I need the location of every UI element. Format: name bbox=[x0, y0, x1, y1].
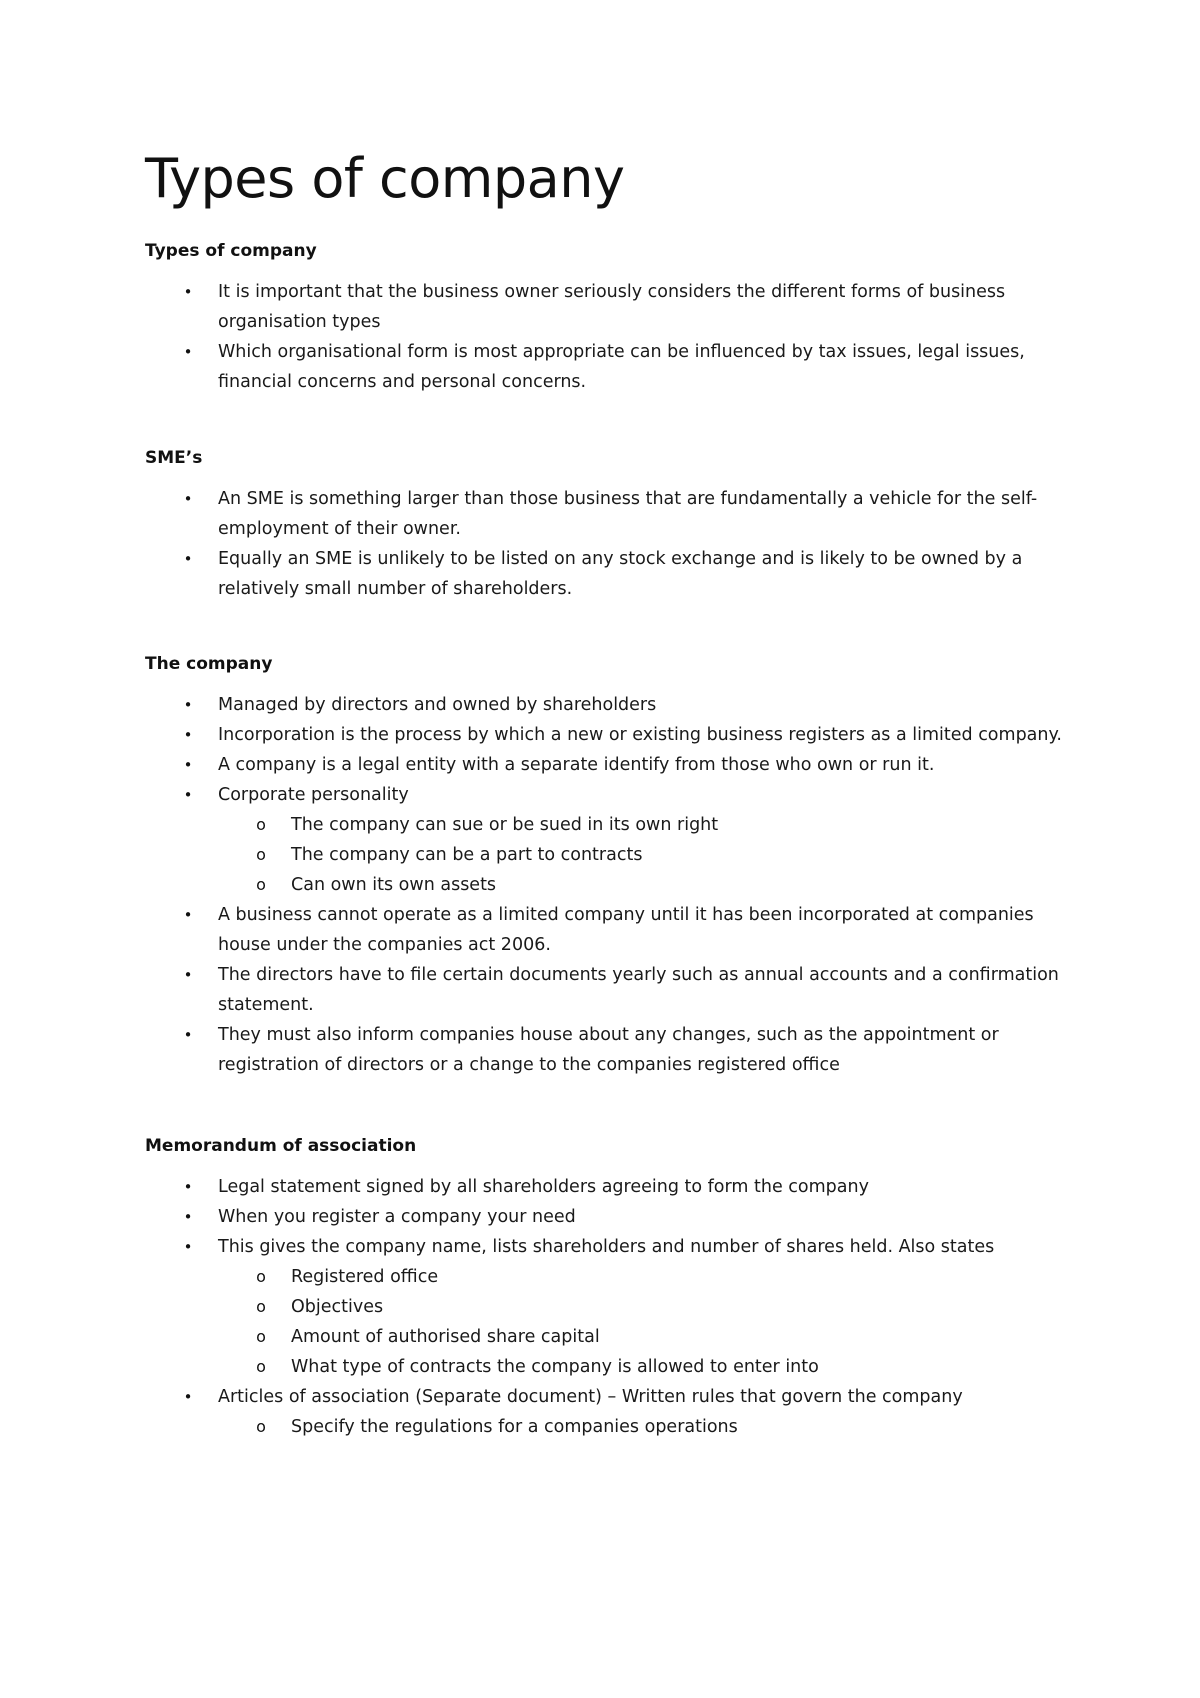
list-item bbox=[183, 337, 1078, 397]
sub-list-item bbox=[256, 1292, 1071, 1322]
sub-bullet-icon: o bbox=[256, 845, 266, 864]
sub-bullet-icon: o bbox=[256, 1327, 266, 1346]
list-item-text: Which organisational form is most appropriate can be influenced by tax issues, legal issues, financial concerns and personal concerns. bbox=[218, 342, 1025, 392]
list-item bbox=[183, 780, 1078, 810]
list-item bbox=[183, 484, 1078, 544]
list-item-text: Corporate personality bbox=[218, 785, 409, 805]
bullet-icon: • bbox=[183, 283, 193, 301]
list-item-text: The directors have to file certain documents yearly such as annual accounts and a confirmation statement. bbox=[218, 965, 1059, 1015]
sub-bullet-icon: o bbox=[256, 815, 266, 834]
list-item bbox=[183, 1020, 1078, 1080]
list-item-text: Managed by directors and owned by shareholders bbox=[218, 695, 657, 715]
bullet-icon: • bbox=[183, 1388, 193, 1406]
sub-list-item-text: The company can be a part to contracts bbox=[291, 845, 643, 865]
list-item-text: When you register a company your need bbox=[218, 1207, 576, 1227]
sub-list-item bbox=[256, 810, 1071, 840]
bullet-icon: • bbox=[183, 1178, 193, 1196]
sub-list-item-text: Specify the regulations for a companies operations bbox=[291, 1417, 738, 1437]
bullet-icon: • bbox=[183, 696, 193, 714]
list-item-text: Legal statement signed by all shareholders agreeing to form the company bbox=[218, 1177, 869, 1197]
section-heading-the-company: The company bbox=[145, 654, 273, 674]
sub-list-item bbox=[256, 1262, 1071, 1292]
bullet-icon: • bbox=[183, 550, 193, 568]
memorandum-list bbox=[0, 1172, 1078, 1442]
document-title: Types of company bbox=[145, 147, 625, 210]
sub-list-item-text: What type of contracts the company is allowed to enter into bbox=[291, 1357, 819, 1377]
list-item bbox=[183, 750, 1078, 780]
list-item-text: Equally an SME is unlikely to be listed on any stock exchange and is likely to be owned by a relatively small number of shareholders. bbox=[218, 549, 1023, 599]
sub-list-item bbox=[256, 1322, 1071, 1352]
sub-list-item bbox=[256, 840, 1071, 870]
bullet-icon: • bbox=[183, 786, 193, 804]
smes-list bbox=[0, 484, 1078, 604]
list-item bbox=[183, 544, 1078, 604]
bullet-icon: • bbox=[183, 756, 193, 774]
bullet-icon: • bbox=[183, 490, 193, 508]
list-item-text: They must also inform companies house about any changes, such as the appointment or registration of directors or a change to the companies registered office bbox=[218, 1025, 999, 1075]
sub-list-item bbox=[256, 1412, 1071, 1442]
sub-list-item-text: Can own its own assets bbox=[291, 875, 497, 895]
list-item-text: It is important that the business owner seriously considers the different forms of business organisation types bbox=[218, 282, 1006, 332]
list-item bbox=[183, 690, 1078, 720]
list-item-text: Incorporation is the process by which a new or existing business registers as a limited company. bbox=[218, 725, 1062, 745]
sub-bullet-icon: o bbox=[256, 1417, 266, 1436]
bullet-icon: • bbox=[183, 1026, 193, 1044]
sub-bullet-icon: o bbox=[256, 1297, 266, 1316]
sub-bullet-icon: o bbox=[256, 875, 266, 894]
sub-list-item-text: Registered office bbox=[291, 1267, 439, 1287]
section-heading-smes: SME’s bbox=[145, 448, 203, 468]
section-heading-types-of-company: Types of company bbox=[145, 241, 317, 261]
bullet-icon: • bbox=[183, 1238, 193, 1256]
sub-list-item-text: Amount of authorised share capital bbox=[291, 1327, 600, 1347]
list-item-text: A company is a legal entity with a separate identify from those who own or run it. bbox=[218, 755, 935, 775]
sub-bullet-icon: o bbox=[256, 1357, 266, 1376]
list-item bbox=[183, 1232, 1078, 1262]
bullet-icon: • bbox=[183, 1208, 193, 1226]
list-item-text: This gives the company name, lists shareholders and number of shares held. Also states bbox=[218, 1237, 995, 1257]
bullet-icon: • bbox=[183, 966, 193, 984]
section-heading-memorandum-of-association: Memorandum of association bbox=[145, 1136, 417, 1156]
sub-list-item-text: The company can sue or be sued in its own right bbox=[291, 815, 719, 835]
sub-list-item-text: Objectives bbox=[291, 1297, 384, 1317]
list-item bbox=[183, 900, 1078, 960]
sub-list-item bbox=[256, 1352, 1071, 1382]
list-item-text: Articles of association (Separate document) – Written rules that govern the company bbox=[218, 1387, 963, 1407]
bullet-icon: • bbox=[183, 726, 193, 744]
list-item bbox=[183, 720, 1078, 750]
sub-bullet-icon: o bbox=[256, 1267, 266, 1286]
list-item bbox=[183, 1382, 1078, 1412]
list-item bbox=[183, 1202, 1078, 1232]
list-item-text: A business cannot operate as a limited company until it has been incorporated at companies house under the companies act 2006. bbox=[218, 905, 1034, 955]
bullet-icon: • bbox=[183, 906, 193, 924]
the-company-list bbox=[0, 690, 1078, 1080]
bullet-icon: • bbox=[183, 343, 193, 361]
list-item bbox=[183, 1172, 1078, 1202]
list-item bbox=[183, 277, 1078, 337]
list-item-text: An SME is something larger than those business that are fundamentally a vehicle for the self-employment of their owner. bbox=[218, 489, 1038, 539]
list-item bbox=[183, 960, 1078, 1020]
sub-list-item bbox=[256, 870, 1071, 900]
types-of-company-list bbox=[0, 277, 1078, 397]
